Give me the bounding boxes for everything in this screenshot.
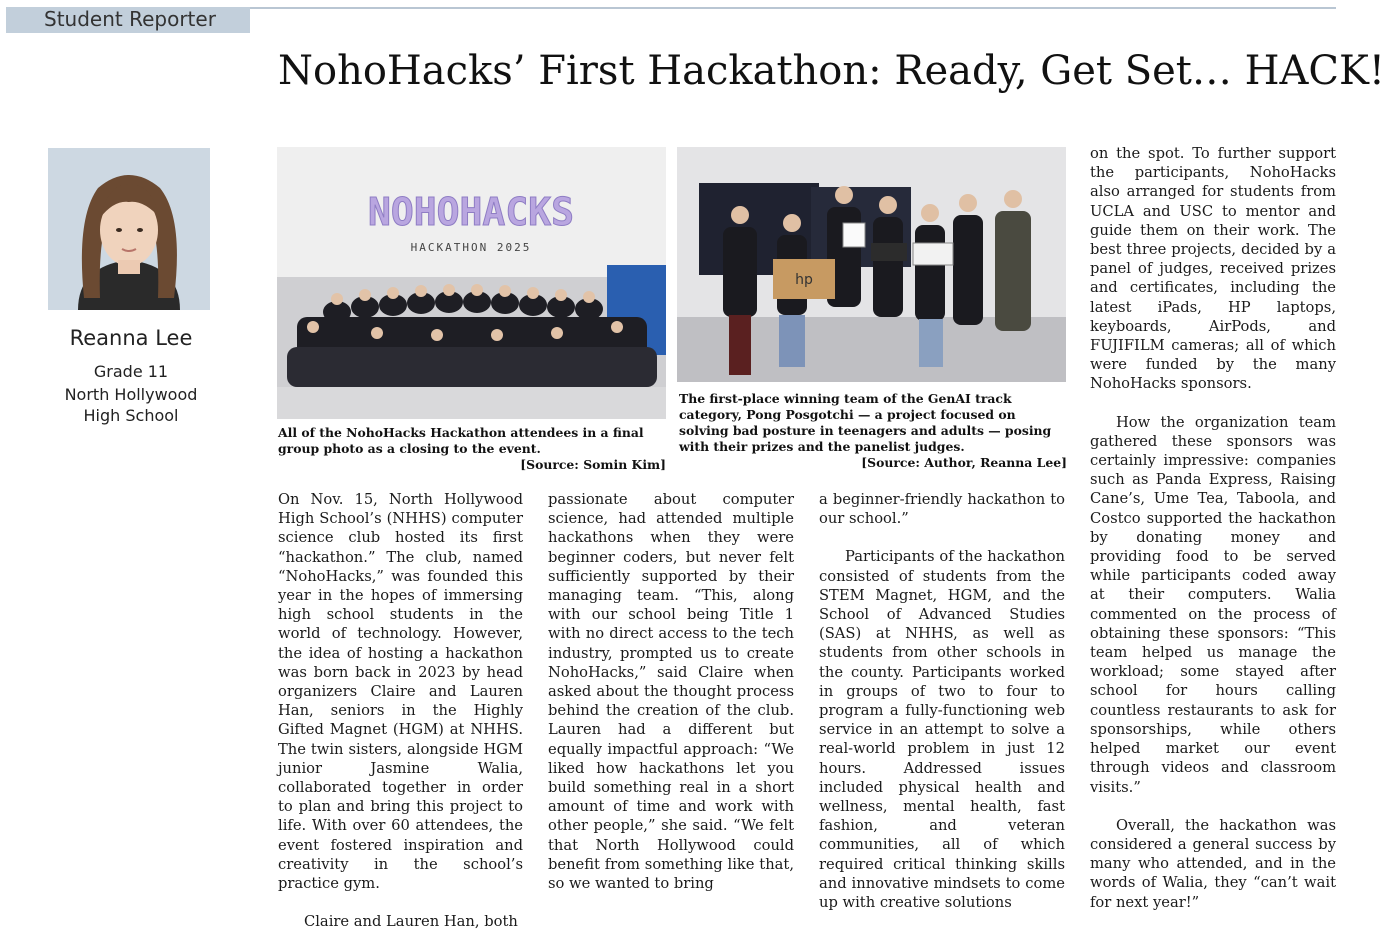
winning-team-photo <box>677 147 1066 382</box>
author-avatar <box>48 148 210 310</box>
caption-2-source: [Source: Author, Reanna Lee] <box>861 455 1067 470</box>
article-column-2 <box>548 490 794 893</box>
article-headline: NohoHacks’ First Hackathon: Ready, Get Set… HACK! <box>278 48 1385 94</box>
article-column-4 <box>1090 144 1336 912</box>
caption-1-text: All of the NohoHacks Hackathon attendees in a final group photo as a closing to the event. <box>278 425 644 456</box>
banner-sub: HACKATHON 2025 <box>410 241 532 254</box>
paragraph: passionate about computer science, had attended multiple hackathons when they were beginner coders, but never felt sufficiently supported by their managing team. “This, along with our school being Title 1 with no direct access to the tech industry, prompted us to create NohoHacks,” said Claire when asked about the thought process behind the creation of the club. Lauren had a different but equally impactful approach: “We liked how hackathons let you build something real in a short amount of time and work with other people,” she said. “We felt that North Hollywood could benefit from something like that, so we wanted to bring <box>548 491 794 893</box>
paragraph: Claire and Lauren Han, both <box>304 913 518 931</box>
paragraph: How the organization team gathered these sponsors was certainly impressive: companies such as Panda Express, Raising Cane’s, Ume Tea, Taboola, and Costco supported the hackathon by donating money and providing food to be served while participants coded away at their computers. Walia commented on the process of obtaining these sponsors: “This team helped us manage the workload; some stayed after school for hours calling countless restaurants to ask for sponsorships, while others helped market our event through videos and classroom visits.” <box>1090 413 1336 796</box>
paragraph: Participants of the hackathon consisted of students from the STEM Magnet, HGM, and the School of Advanced Studies (SAS) at NHHS, as well as students from other schools in the county. Participants worked in groups of two to four to program a fully-functioning web service in an attempt to solve a real-world problem in just 12 hours. Addressed issues included physical health and wellness, mental health, fast fashion, and veteran communities, all of which required critical thinking skills and innovative mindsets to come up with creative solutions <box>819 548 1065 912</box>
paragraph: Overall, the hackathon was considered a general success by many who attended, and in the words of Walia, they “can’t wait for next year!” <box>1090 816 1336 911</box>
paragraph: on the spot. To further support the participants, NohoHacks also arranged for students from UCLA and USC to mentor and guide them on their work. The best three projects, decided by a panel of judges, received prizes and certificates, including the latest iPads, HP laptops, keyboards, AirPods, and FUJIFILM cameras; all of which were funded by the many NohoHacks sponsors. <box>1090 145 1336 393</box>
prize-box-brand: hp <box>795 272 813 288</box>
author-school <box>20 384 242 426</box>
group-photo-caption <box>278 425 666 473</box>
paragraph: On Nov. 15, North Hollywood High School’s (NHHS) computer science club hosted its first “hackathon.” The club, named “NohoHacks,” was founded this year in the hopes of immersing high school students in the world of technology. However, the idea of hosting a hackathon was born back in 2023 by head organizers Claire and Lauren Han, seniors in the Highly Gifted Magnet (HGM) at NHHS. The twin sisters, alongside HGM junior Jasmine Walia, collaborated together in order to plan and bring this project to life. With over 60 attendees, the event fostered inspiration and creativity in the school’s practice gym. <box>278 491 523 893</box>
section-tag: Student Reporter <box>6 7 250 33</box>
caption-1-source: [Source: Somin Kim] <box>520 457 666 472</box>
author-name: Reanna Lee <box>69 326 193 350</box>
paragraph: a beginner-friendly hackathon to our school.” <box>819 491 1065 528</box>
article-column-1 <box>278 490 523 931</box>
article-column-3 <box>819 490 1065 912</box>
caption-2-text: The first-place winning team of the GenAI track category, Pong Posgotchi — a project focused on solving bad posture in teenagers and adults — posing with their prizes and the panelist judges. <box>679 391 1052 454</box>
author-school-line1: North Hollywood <box>64 385 198 404</box>
group-photo <box>277 147 666 419</box>
banner-text: NOHOHACKS <box>368 190 574 234</box>
author-grade: Grade 11 <box>93 362 169 381</box>
winning-team-caption <box>679 391 1067 471</box>
author-school-line2: High School <box>83 406 179 425</box>
